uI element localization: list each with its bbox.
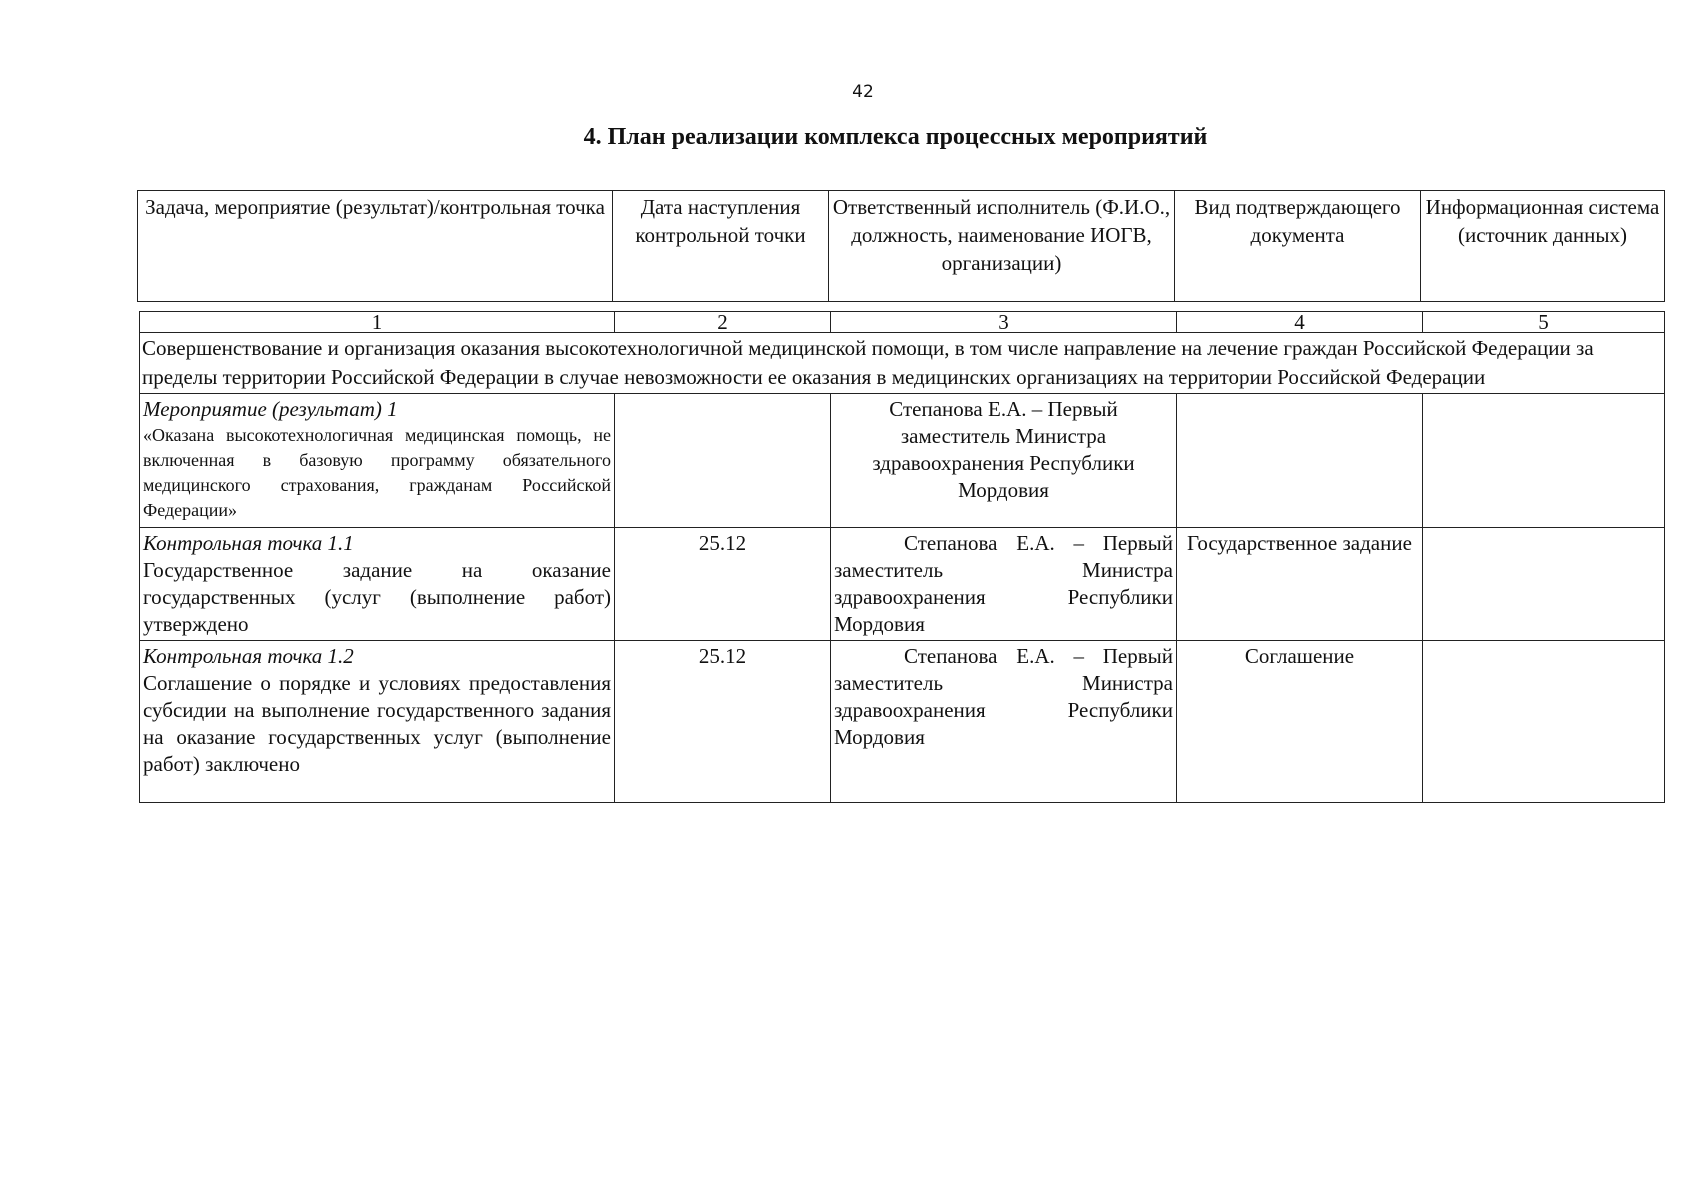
task-cell [140, 641, 615, 803]
table-row [140, 641, 1665, 803]
header-date: Дата наступления контрольной точки [613, 191, 829, 302]
task-kind: Контрольная точка 1.1 [143, 531, 354, 555]
table-body [139, 311, 1665, 803]
header-system: Информационная система (источник данных) [1421, 191, 1665, 302]
task-text: Государственное задание на оказание государственных (услуг (выполнение работ) утверждено [143, 558, 611, 636]
date-cell [615, 394, 831, 528]
column-number-row [140, 312, 1665, 333]
task-text: Соглашение о порядке и условиях предоставления субсидии на выполнение государственного задания на оказание государственных услуг (выполнение работ) заключено [143, 671, 611, 776]
column-number: 5 [1423, 312, 1665, 333]
table-row [140, 528, 1665, 641]
task-cell [140, 528, 615, 641]
header-row [138, 191, 1665, 302]
responsible-cell: Степанова Е.А. – Первый заместитель Министра здравоохранения Республики Мордовия [831, 528, 1177, 641]
header-responsible: Ответственный исполнитель (Ф.И.О., должность, наименование ИОГВ, организации) [829, 191, 1175, 302]
page-number: 42 [852, 82, 874, 102]
table-header [137, 190, 1665, 302]
header-document: Вид подтверждающего документа [1175, 191, 1421, 302]
column-number: 4 [1177, 312, 1423, 333]
responsible-cell: Степанова Е.А. – Первый заместитель Министра здравоохранения Республики Мордовия [831, 641, 1177, 803]
task-kind: Контрольная точка 1.2 [143, 644, 354, 668]
system-cell [1423, 528, 1665, 641]
system-cell [1423, 394, 1665, 528]
column-number: 3 [831, 312, 1177, 333]
table-row [140, 394, 1665, 528]
date-cell: 25.12 [615, 641, 831, 803]
responsible-cell: Степанова Е.А. – Первый заместитель Министра здравоохранения Республики Мордовия [831, 394, 1177, 528]
task-kind: Мероприятие (результат) 1 [143, 397, 398, 421]
section-row [140, 333, 1665, 394]
task-text: «Оказана высокотехнологичная медицинская помощь, не включенная в базовую программу обязательного медицинского страхования, гражданам Российской Федерации» [143, 425, 611, 520]
document-cell: Соглашение [1177, 641, 1423, 803]
header-task: Задача, мероприятие (результат)/контрольная точка [138, 191, 613, 302]
system-cell [1423, 641, 1665, 803]
document-cell [1177, 394, 1423, 528]
task-cell [140, 394, 615, 528]
section-title: Совершенствование и организация оказания высокотехнологичной медицинской помощи, в том числе направление на лечение граждан Российской Федерации за пределы территории Российской Федерации в случае невозможности ее оказания в медицинских организациях на территории Российской Федерации [140, 333, 1665, 394]
date-cell: 25.12 [615, 528, 831, 641]
page-title: 4. План реализации комплекса процессных мероприятий [583, 124, 1208, 150]
document-cell: Государственное задание [1177, 528, 1423, 641]
column-number: 1 [140, 312, 615, 333]
column-number: 2 [615, 312, 831, 333]
